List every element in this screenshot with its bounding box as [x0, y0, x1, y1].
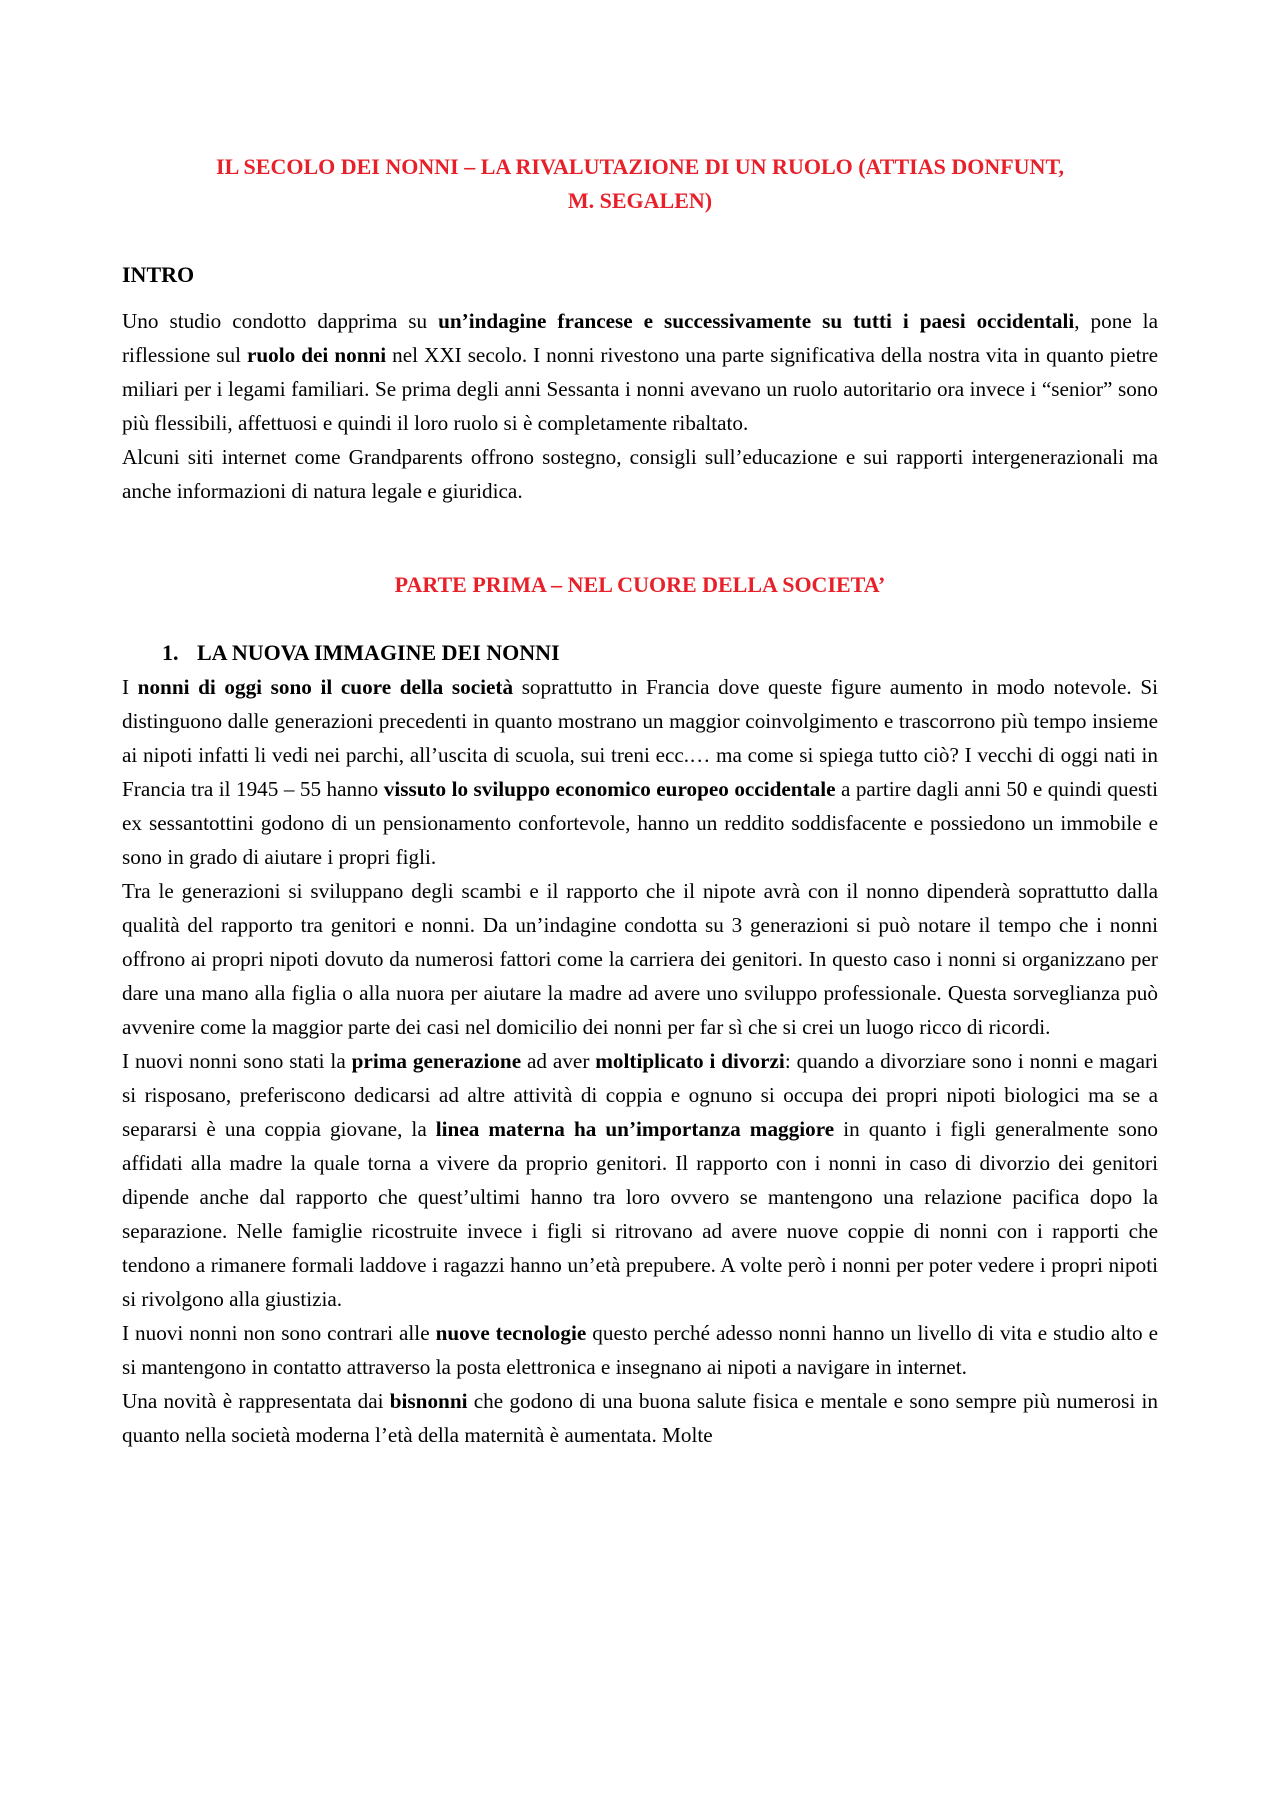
bold-run: ruolo dei nonni [246, 343, 387, 367]
text-run: in quanto i figli generalmente sono affidati alla madre la quale torna a vivere da proprio genitori. Il rapporto con i nonni in caso di divorzio dei genitori dipende anche dal rapporto che quest’ultimi hanno tra loro ovvero se mantengono una relazione pacifica dopo la separazione. Nelle famiglie ricostruite invece i figli si ritrovano ad avere nuove coppie di nonni con i rapporti che tendono a rimanere formali laddove i ragazzi hanno un’età prepubere. A volte però i nonni per poter vedere i propri nipoti si rivolgono alla giustizia. [122, 1117, 1158, 1311]
intro-section [122, 304, 1158, 508]
title-line-2: M. SEGALEN) [567, 188, 713, 213]
section-1-paragraph-2: Tra le generazioni si sviluppano degli scambi e il rapporto che il nipote avrà con il nonno dipenderà soprattutto dalla qualità del rapporto tra genitori e nonni. Da un’indagine condotta su 3 generazioni si può notare il tempo che i nonni offrono ai propri nipoti dovuto da numerosi fattori come la carriera dei genitori. In questo caso i nonni si organizzano per dare una mano alla figlia o alla nuora per aiutare la madre ad avere uno sviluppo professionale. Questa sorveglianza può avvenire come la maggior parte dei casi nel domicilio dei nonni per far sì che si crei un luogo ricco di ricordi. [122, 879, 1158, 1039]
part-one-heading: PARTE PRIMA – NEL CUORE DELLA SOCIETA’ [394, 572, 886, 597]
intro-paragraph-2: Alcuni siti internet come Grandparents offrono sostegno, consigli sull’educazione e sui rapporti intergenerazionali ma anche informazioni di natura legale e giuridica. [122, 445, 1158, 503]
text-run: : quando a divorziare sono i nonni e magari si risposano, preferiscono dedicarsi ad altre attività di coppia e ognuno si occupa dei propri nipoti biologici ma se a separarsi è una coppia giovane, la [122, 1049, 1158, 1141]
section-1-paragraph-4 [122, 1316, 1158, 1384]
document-title [122, 150, 1158, 218]
text-run: I [122, 675, 138, 699]
section-1-paragraph-5 [122, 1384, 1158, 1452]
intro-heading: INTRO [122, 262, 195, 287]
text-run: che godono di una buona salute fisica e mentale e sono sempre più numerosi in quanto nella società moderna l’età della maternità è aumentata. Molte [122, 1389, 1158, 1447]
text-run: ad aver [521, 1049, 596, 1073]
document-body [122, 150, 1158, 1452]
text-run: questo perché adesso nonni hanno un livello di vita e studio alto e si mantengono in contatto attraverso la posta elettronica e insegnano ai nipoti a navigare in internet. [122, 1321, 1158, 1379]
text-run: soprattutto in Francia dove queste figure aumento in modo notevole. Si distinguono dalle generazioni precedenti in quanto mostrano un maggior coinvolgimento e trascorrono più tempo insieme ai nipoti infatti li vedi nei parchi, all’uscita di scuola, sui treni ecc.… ma come si spiega tutto ciò? I vecchi di oggi nati in Francia tra il 1945 – 55 hanno [122, 675, 1158, 801]
section-1-heading [122, 636, 1158, 670]
text-run: a partire dagli anni 50 e quindi questi ex sessantottini godono di un pensionamento confortevole, hanno un reddito soddisfacente e possiedono un immobile e sono in grado di aiutare i propri figli. [122, 777, 1158, 869]
text-run: Una novità è rappresentata dai [122, 1389, 390, 1413]
bold-run: moltiplicato i divorzi [595, 1049, 785, 1073]
section-1-paragraph-3 [122, 1044, 1158, 1316]
bold-run: nonni di oggi sono il cuore della società [137, 675, 514, 699]
bold-run: un’indagine francese e successivamente su tutti i paesi occidentali [438, 309, 1075, 333]
text-run: I nuovi nonni sono stati la [122, 1049, 352, 1073]
bold-run: vissuto lo sviluppo economico europeo occidentale [383, 777, 836, 801]
text-run: Uno studio condotto dapprima su [122, 309, 439, 333]
section-title: LA NUOVA IMMAGINE DEI NONNI [197, 640, 560, 665]
bold-run: prima generazione [351, 1049, 522, 1073]
bold-run: nuove tecnologie [435, 1321, 587, 1345]
text-run: nel XXI secolo. I nonni rivestono una parte significativa della nostra vita in quanto pietre miliari per i legami familiari. Se prima degli anni Sessanta i nonni avevano un ruolo autoritario ora invece i “senior” sono più flessibili, affettuosi e quindi il loro ruolo si è completamente ribaltato. [122, 343, 1159, 435]
text-run: I nuovi nonni non sono contrari alle [122, 1321, 436, 1345]
section-1-paragraph-1 [122, 670, 1158, 874]
bold-run: bisnonni [389, 1389, 468, 1413]
intro-paragraph-1 [122, 304, 1158, 440]
section-number: 1. [162, 640, 179, 665]
title-line-1: IL SECOLO DEI NONNI – LA RIVALUTAZIONE DI UN RUOLO (ATTIAS DONFUNT, [216, 154, 1064, 179]
section-1-body [122, 670, 1158, 1452]
bold-run: linea materna ha un’importanza maggiore [435, 1117, 835, 1141]
text-run: , pone la riflessione sul [122, 309, 1158, 367]
